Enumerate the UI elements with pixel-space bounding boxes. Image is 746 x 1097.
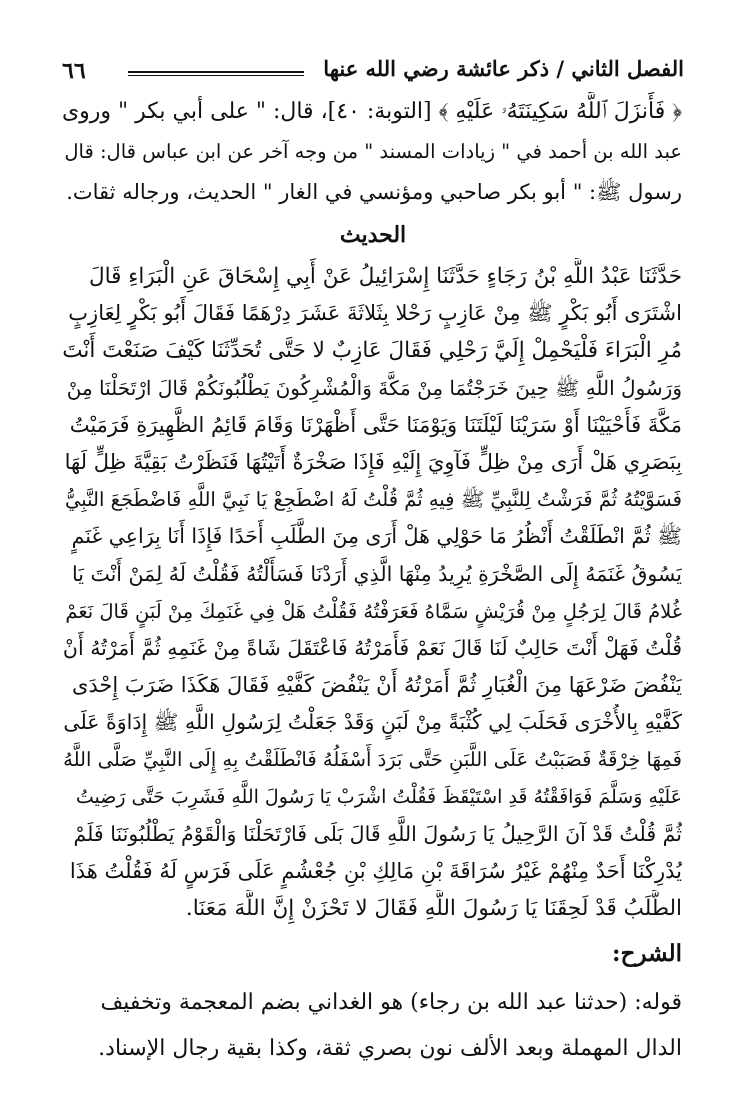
hadith-line: بِبَصَرِي هَلْ أَرَى مِنْ ظِلٍّ فَآوِيَ إِلَيْهِ فَإِذَا صَخْرَةٌ أَتَيْتُهَا فَنَظَرْتُ بَقِيَّةَ ظِلٍّ لَهَا [64, 449, 682, 474]
intro-paragraph [62, 92, 682, 212]
intro-line: رسول ﷺ: " أبو بكر صاحبي ومؤنسي في الغار " الحديث، ورجاله ثقات. [66, 180, 682, 204]
hadith-text [62, 258, 682, 927]
hadith-line: فَمِهَا خِرْقَةٌ فَصَبَبْتُ عَلَى اللَّبَنِ حَتَّى بَرَدَ أَسْفَلُهُ فَانْطَلَقْتُ بِهِ إِلَى النَّبِيِّ صَلَّى اللَّهُ [63, 748, 682, 772]
hadith-line: قُلْتُ فَهَلْ أَنْتَ حَالِبٌ لَنَا قَالَ نَعَمْ فَأَمَرْتُهُ فَاعْتَقَلَ شَاةً مِنْ غَنَمِهِ ثُمَّ أَمَرْتُهُ أَنْ [62, 635, 682, 660]
page-header [62, 56, 684, 90]
hadith-line: ثُمَّ قُلْتُ قَدْ آنَ الرَّحِيلُ يَا رَسُولَ اللَّهِ قَالَ بَلَى فَارْتَحَلْنَا وَالْقَوْمُ يَطْلُبُونَنَا فَلَمْ [73, 821, 682, 846]
hadith-line: غُلامُ قَالَ لِرَجُلٍ مِنْ قُرَيْشٍ سَمَّاهُ فَعَرَفْتُهُ فَقُلْتُ هَلْ فِي غَنَمِكَ مِنْ لَبَنٍ قَالَ نَعَمْ [65, 599, 682, 623]
sharh-heading: الشرح: [612, 940, 682, 967]
header-rule [128, 71, 304, 76]
intro-line: عبد الله بن أحمد في " زيادات المسند " من وجه آخر عن ابن عباس قال: قال [64, 140, 682, 163]
sharh-line: الدال المهملة وبعد الألف نون بصري ثقة، وكذا بقية رجال الإسناد. [98, 1036, 682, 1061]
hadith-line: وَرَسُولُ اللَّهِ ﷺ حِينَ خَرَجْتُمَا مِنْ مَكَّةَ وَالْمُشْرِكُونَ يَطْلُبُونَكُمْ قَالَ ارْتَحَلْنَا مِنْ [66, 375, 682, 400]
hadith-line: مُرِ الْبَرَاءَ فَلْيَحْمِلْ إِلَيَّ رَحْلِي فَقَالَ عَازِبٌ لا حَتَّى تُحَدِّثَنَا كَيْفَ صَنَعْتَ أَنْتَ [62, 338, 682, 364]
hadith-line: كَفَّيْهِ بِالأُخْرَى فَحَلَبَ لِي كُثْبَةً مِنْ لَبَنٍ وَقَدْ جَعَلْتُ لِرَسُولِ اللَّهِ ﷺ إِدَاوَةً عَلَى [63, 710, 682, 735]
hadith-line: عَلَيْهِ وَسَلَّمَ فَوَافَقْتُهُ قَدِ اسْتَيْقَظَ فَقُلْتُ اشْرَبْ يَا رَسُولَ اللَّهِ فَشَرِبَ حَتَّى رَضِيتُ [75, 785, 682, 808]
intro-line: ﴿ فَأَنزَلَ ٱللَّهُ سَكِينَتَهُۥ عَلَيْهِ ﴾ [التوبة: ٤٠]، قال: " على أبي بكر " وروى [62, 99, 682, 124]
hadith-line: يَنْفُضَ ضَرْعَهَا مِنَ الْغُبَارِ ثُمَّ أَمَرْتُهُ أَنْ يَنْفُضَ كَفَّيْهِ فَقَالَ هَكَذَا ضَرَبَ إِحْدَى [71, 673, 682, 698]
hadith-line: الطَّلَبُ قَدْ لَحِقَنَا يَا رَسُولَ اللَّهِ فَقَالَ لا تَحْزَنْ إِنَّ اللَّهَ مَعَنَا. [185, 896, 682, 922]
chapter-title: الفصل الثاني / ذكر عائشة رضي الله عنها [323, 56, 684, 81]
hadith-line: مَكَّةَ فَأَحْيَيْنَا أَوْ سَرَيْنَا لَيْلَتَنَا وَيَوْمَنَا حَتَّى أَظْهَرْنَا وَقَامَ قَائِمُ الظَّهِيرَةِ فَرَمَيْتُ [69, 412, 682, 437]
hadith-line: ﷺ ثُمَّ انْطَلَقْتُ أَنْظُرُ مَا حَوْلِي هَلْ أَرَى مِنَ الطَّلَبِ أَحَدًا فَإِذَا أَنَا بِرَاعِي غَنَمٍ [71, 524, 682, 549]
hadith-line: حَدَّثَنَا عَبْدُ اللَّهِ بْنُ رَجَاءٍ حَدَّثَنَا إِسْرَائِيلُ عَنْ أَبِي إِسْحَاقَ عَنِ الْبَرَاءِ قَالَ [88, 264, 682, 289]
sharh-paragraph [62, 980, 682, 1072]
sharh-line: قوله: (حدثنا عبد الله بن رجاء) هو الغداني بضم المعجمة وتخفيف [100, 990, 682, 1015]
page-number: ٦٦ [62, 58, 86, 84]
hadith-line: اشْتَرَى أَبُو بَكْرٍ ﷺ مِنْ عَازِبٍ رَحْلا بِثَلاثَةَ عَشَرَ دِرْهَمًا فَقَالَ أَبُو بَكْرٍ لِعَازِبٍ [68, 301, 682, 326]
hadith-heading: الحديث [339, 222, 407, 248]
hadith-line: فَسَوَّيْتُهُ ثُمَّ فَرَشْتُ لِلنَّبِيِّ ﷺ فِيهِ ثُمَّ قُلْتُ لَهُ اضْطَجِعْ يَا نَبِيَّ اللَّهِ فَاضْطَجَعَ النَّبِيُّ [65, 488, 682, 512]
hadith-line: يَسُوقُ غَنَمَهُ إِلَى الصَّخْرَةِ يُرِيدُ مِنْهَا الَّذِي أَرَدْنَا فَسَأَلْتُهُ فَقُلْتُ لَهُ لِمَنْ أَنْتَ يَا [71, 561, 682, 586]
hadith-line: يُدْرِكْنَا أَحَدٌ مِنْهُمْ غَيْرُ سُرَاقَةَ بْنِ مَالِكِ بْنِ جُعْشُمٍ عَلَى فَرَسٍ لَهُ فَقُلْتُ هَذَا [69, 859, 682, 883]
